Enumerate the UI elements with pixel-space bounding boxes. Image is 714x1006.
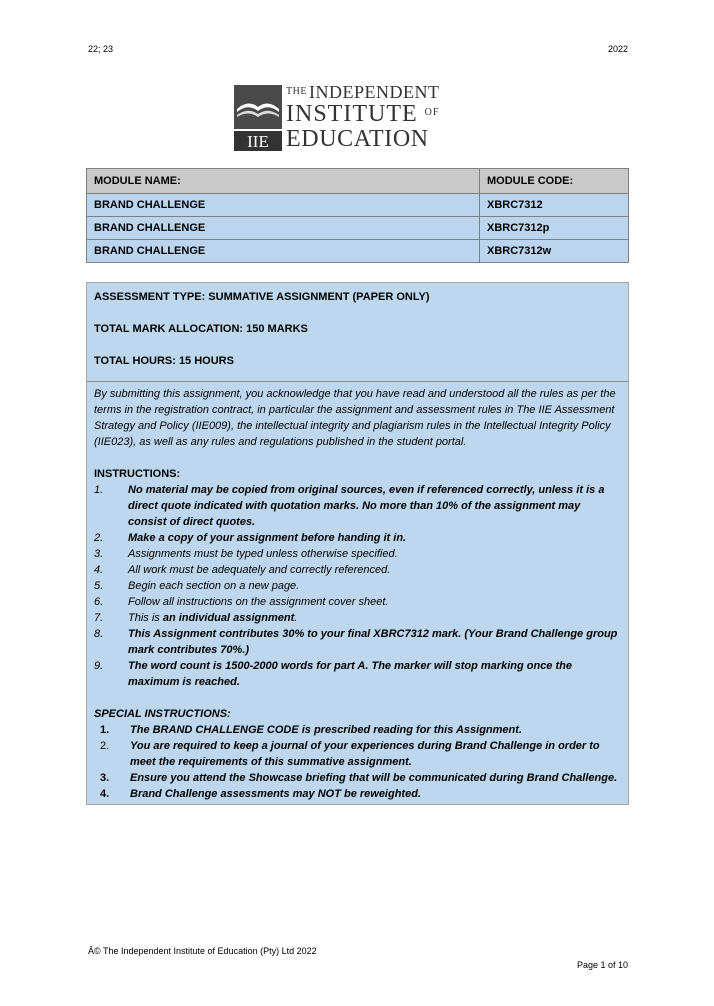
module-table-header	[87, 169, 629, 194]
module-name-header: MODULE NAME:	[87, 169, 480, 194]
module-code-cell: XBRC7312p	[480, 217, 629, 240]
book-icon	[234, 85, 282, 151]
module-code-header: MODULE CODE:	[480, 169, 629, 194]
logo-line1: INDEPENDENT	[308, 82, 440, 102]
copyright-footer: Â© The Independent Institute of Education (Pty) Ltd 2022	[88, 946, 317, 956]
module-name-cell: BRAND CHALLENGE	[87, 240, 480, 263]
instructions-list	[94, 482, 621, 690]
assessment-type: ASSESSMENT TYPE: SUMMATIVE ASSIGNMENT (PAPER ONLY)	[94, 291, 430, 303]
table-row	[87, 194, 629, 217]
logo-of: OF	[424, 107, 440, 118]
list-item: 7. This is an individual assignment.	[94, 612, 298, 624]
list-item: 2. You are required to keep a journal of your experiences during Brand Challenge in order to meet the requirements of this summative assignment.	[100, 740, 600, 768]
list-item: 3. Ensure you attend the Showcase briefing that will be communicated during Brand Challenge.	[100, 772, 618, 784]
logo-the: THE	[286, 86, 307, 97]
special-instructions-list	[94, 722, 621, 802]
logo-mark: IIE	[247, 132, 269, 151]
logo-line3: EDUCATION	[286, 126, 429, 152]
instructions-title: INSTRUCTIONS:	[94, 468, 181, 480]
module-table	[86, 168, 629, 263]
list-item: 2. Make a copy of your assignment before handing it in.	[94, 532, 407, 544]
module-name-cell: BRAND CHALLENGE	[87, 194, 480, 217]
module-code-cell: XBRC7312	[480, 194, 629, 217]
list-item: 1. The BRAND CHALLENGE CODE is prescribed reading for this Assignment.	[100, 724, 522, 736]
list-item: 6. Follow all instructions on the assignment cover sheet.	[94, 596, 389, 608]
total-hours: TOTAL HOURS: 15 HOURS	[94, 355, 234, 367]
list-item: 3. Assignments must be typed unless otherwise specified.	[94, 548, 398, 560]
table-row	[87, 240, 629, 263]
page-number: Page 1 of 10	[576, 960, 628, 970]
module-code-cell: XBRC7312w	[480, 240, 629, 263]
list-item: 4. All work must be adequately and correctly referenced.	[94, 564, 391, 576]
header-left-text: 22; 23	[88, 44, 114, 54]
total-marks: TOTAL MARK ALLOCATION: 150 MARKS	[94, 323, 308, 335]
module-name-cell: BRAND CHALLENGE	[87, 217, 480, 240]
declaration-text: By submitting this assignment, you acknowledge that you have read and understood all the rules as per the terms in the registration contract, in particular the assignment and assessment rules in The IIE Assessment Strategy and Policy (IIE009), the intellectual integrity and plagiarism rules in the Intellectual Integrity Policy (IIE023), as well as any rules and regulations published in the student portal.	[94, 388, 616, 448]
list-item: 8. This Assignment contributes 30% to your final XBRC7312 mark. (Your Brand Challenge group mark contributes 70%.)	[94, 628, 618, 656]
header-year: 2022	[607, 44, 628, 54]
list-item: 9. The word count is 1500-2000 words for part A. The marker will stop marking once the maximum is reached.	[94, 660, 572, 688]
assessment-summary	[87, 283, 628, 382]
special-instructions-title: SPECIAL INSTRUCTIONS:	[94, 708, 231, 720]
iie-logo	[234, 83, 482, 153]
assessment-box	[86, 282, 629, 805]
list-item: 4. Brand Challenge assessments may NOT be reweighted.	[100, 788, 421, 800]
logo-line2: INSTITUTE	[286, 101, 418, 127]
list-item: 1. No material may be copied from original sources, even if referenced correctly, unless it is a direct quote indicated with quotation marks. No more than 10% of the assignment may consist of direct quotes.	[94, 484, 605, 528]
table-row	[87, 217, 629, 240]
list-item: 5. Begin each section on a new page.	[94, 580, 300, 592]
